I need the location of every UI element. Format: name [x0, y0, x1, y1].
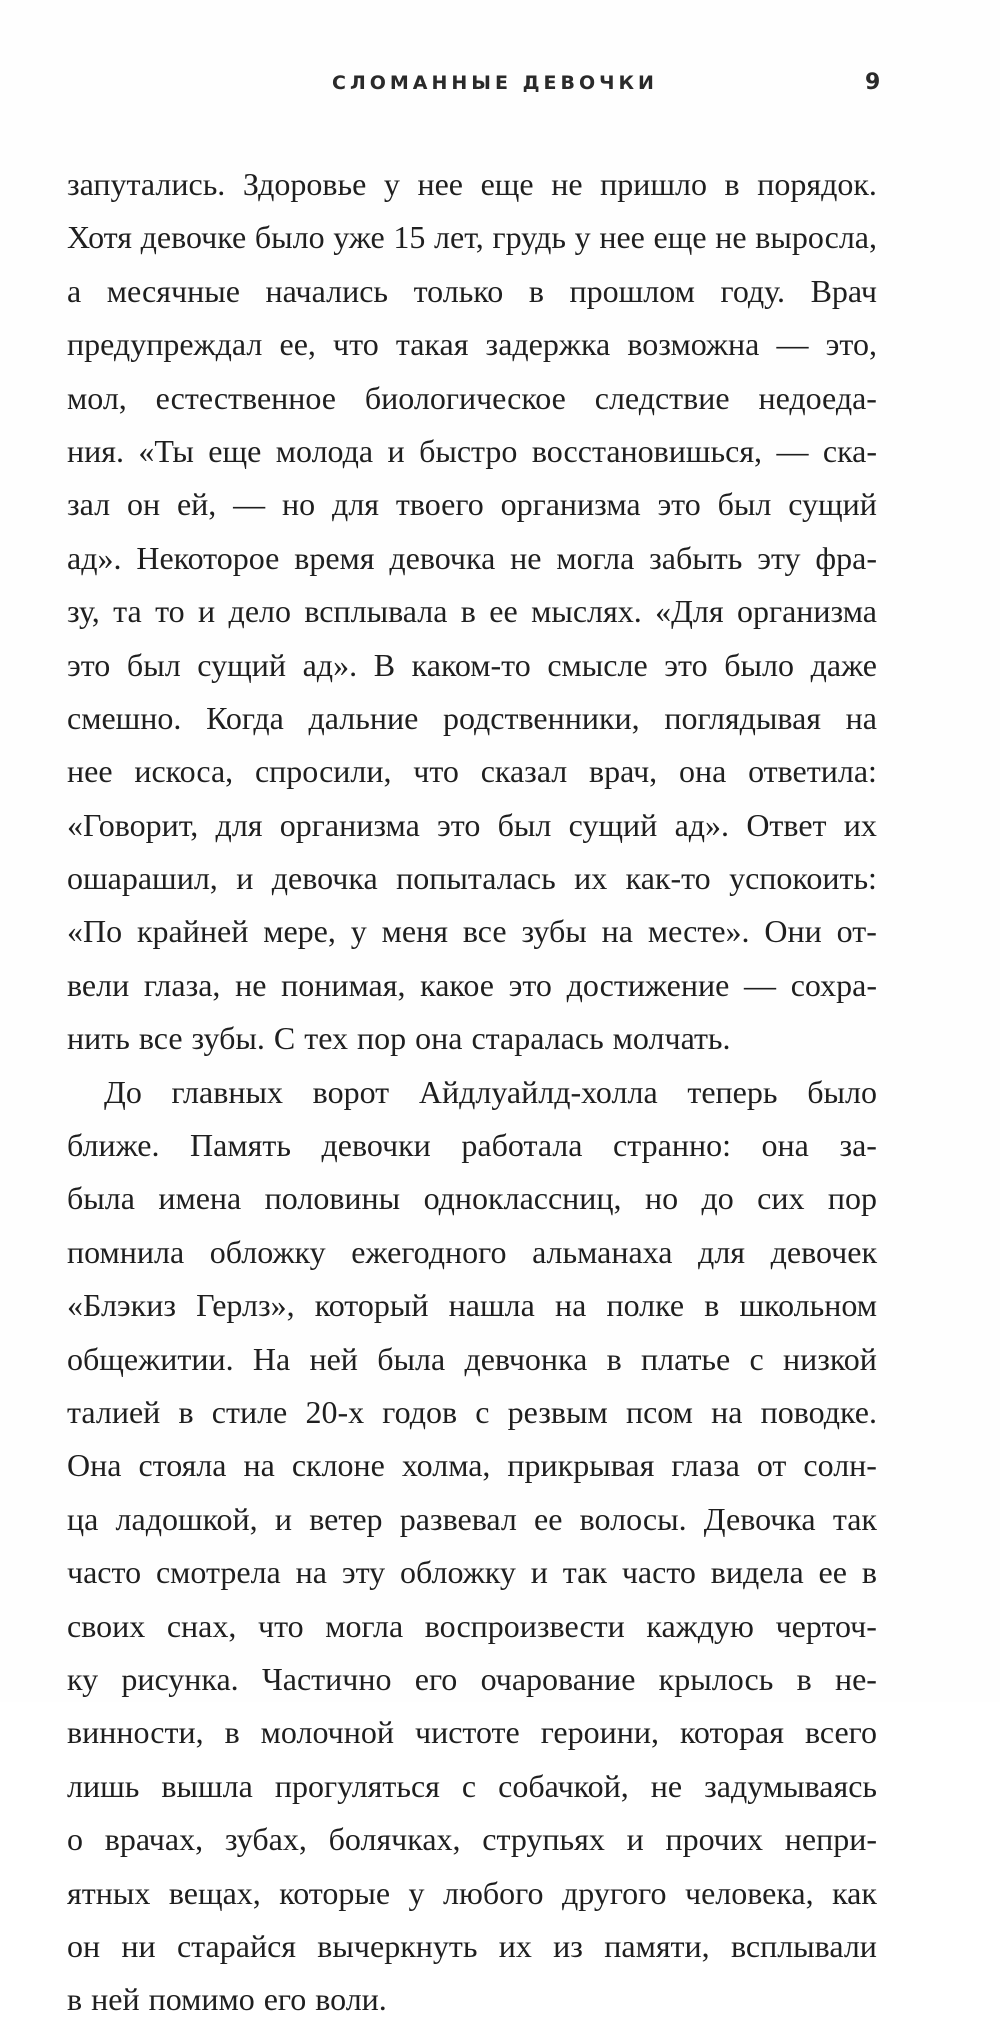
text-line: смешно. Когда дальние родственники, поглядывая на	[67, 699, 877, 736]
text-line: лишь вышла прогуляться с собачкой, не задумываясь	[67, 1767, 877, 1804]
text-line: «По крайней мере, у меня все зубы на месте». Они от-	[67, 913, 877, 950]
text-line: вели глаза, не понимая, какое это достижение — сохра-	[67, 966, 877, 1003]
text-line: Она стояла на склоне холма, прикрывая глаза от солн-	[67, 1447, 877, 1484]
text-line: До главных ворот Айдлуайлд-холла теперь было	[104, 1073, 877, 1110]
text-line: «Говорит, для организма это был сущий ад». Ответ их	[67, 806, 877, 843]
text-line: «Блэкиз Герлз», который нашла на полке в школьном	[67, 1287, 877, 1324]
text-line: была имена половины одноклассниц, но до сих пор	[67, 1180, 877, 1217]
running-title: СЛОМАННЫЕ ДЕВОЧКИ	[332, 72, 658, 94]
text-line: он ни старайся вычеркнуть их из памяти, всплывали	[67, 1927, 877, 1964]
text-line: своих снах, что могла воспроизвести каждую черточ-	[67, 1607, 877, 1644]
text-line: часто смотрела на эту обложку и так часто видела ее в	[67, 1554, 877, 1591]
text-line: а месячные начались только в прошлом году. Врач	[67, 272, 877, 309]
text-line: зу, та то и дело всплывала в ее мыслях. «Для организма	[67, 593, 877, 630]
text-line: мол, естественное биологическое следствие недоеда-	[67, 379, 877, 416]
text-line: нить все зубы. С тех пор она старалась молчать.	[67, 1020, 731, 1057]
text-line: это был сущий ад». В каком-то смысле это было даже	[67, 646, 877, 683]
text-line: нее искоса, спросили, что сказал врач, она ответила:	[67, 753, 877, 790]
paragraph	[67, 158, 877, 1066]
page-number: 9	[865, 70, 881, 95]
text-line: о врачах, зубах, болячках, струпьях и прочих непри-	[67, 1821, 877, 1858]
text-line: ятных вещах, которые у любого другого человека, как	[67, 1874, 877, 1911]
text-line: ближе. Память девочки работала странно: она за-	[67, 1127, 877, 1164]
text-line: предупреждал ее, что такая задержка возможна — это,	[67, 326, 877, 363]
text-line: талией в стиле 20-х годов с резвым псом на поводке.	[67, 1393, 877, 1430]
text-line: в ней помимо его воли.	[67, 1981, 387, 2018]
text-line: ния. «Ты еще молода и быстро восстановишься, — ска-	[67, 432, 877, 469]
text-line: ку рисунка. Частично его очарование крылось в не-	[67, 1660, 877, 1697]
body-text	[67, 158, 877, 2027]
text-line: помнила обложку ежегодного альманаха для девочек	[67, 1233, 877, 1270]
text-line: ошарашил, и девочка попыталась их как-то успокоить:	[67, 860, 877, 897]
text-line: запутались. Здоровье у нее еще не пришло в порядок.	[67, 166, 877, 202]
text-line: ад». Некоторое время девочка не могла забыть эту фра-	[67, 539, 877, 576]
text-line: общежитии. На ней была девчонка в платье с низкой	[67, 1340, 877, 1377]
text-line: ца ладошкой, и ветер развевал ее волосы. Девочка так	[67, 1500, 877, 1537]
text-line: Хотя девочке было уже 15 лет, грудь у нее еще не выросла,	[67, 219, 877, 256]
text-line: зал он ей, — но для твоего организма это был сущий	[67, 486, 877, 523]
text-line: винности, в молочной чистоте героини, которая всего	[67, 1714, 877, 1751]
paragraph	[67, 1066, 877, 2027]
